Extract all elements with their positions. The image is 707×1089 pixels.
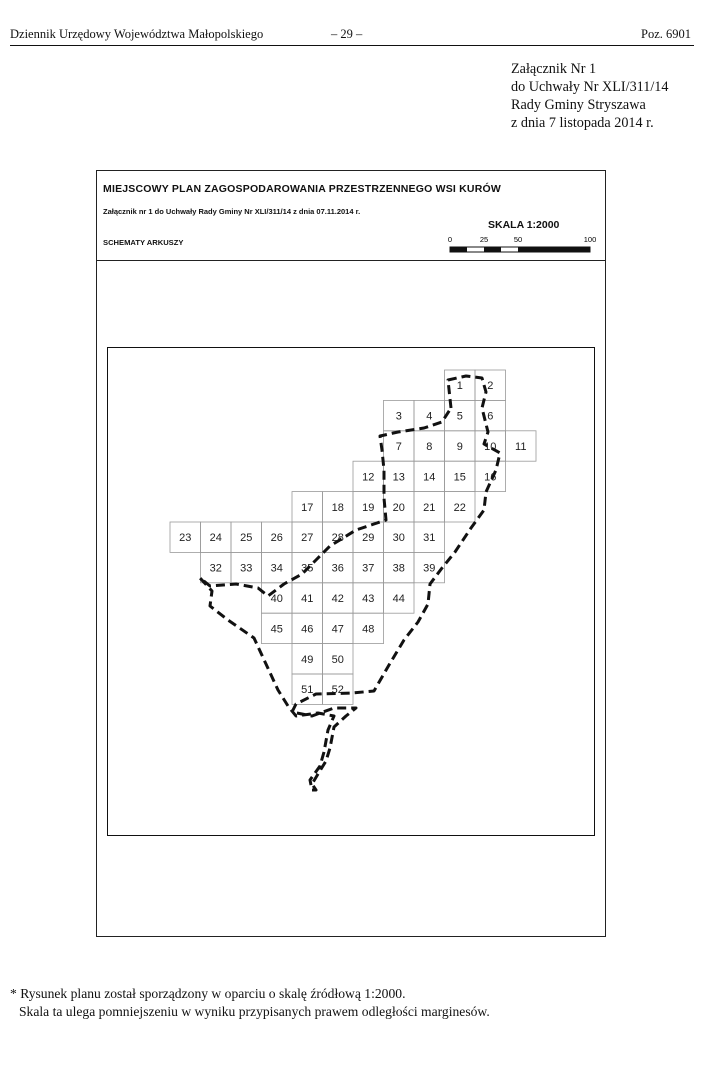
attachment-line-4: z dnia 7 listopada 2014 r. [511, 115, 654, 131]
attachment-line-3: Rady Gminy Stryszawa [511, 97, 646, 113]
attachment-line-2: do Uchwały Nr XLI/311/14 [511, 79, 669, 95]
scale-tick-25: 25 [479, 235, 489, 244]
sheet-number-label: 43 [362, 593, 375, 605]
sheet-number-label: 7 [395, 441, 402, 453]
sheet-number-label: 6 [487, 410, 494, 423]
plan-section-label: SCHEMATY ARKUSZY [103, 238, 184, 247]
sheet-number-label: 11 [515, 441, 527, 453]
sheet-number-label: 40 [270, 593, 283, 605]
footnote-line-2: Skala ta ulega pomniejszeniu w wyniku przypisanych prawem odległości marginesów. [19, 1004, 490, 1019]
sheet-number-label: 18 [331, 501, 344, 514]
scale-tick-100: 100 [583, 235, 597, 244]
sheet-number-label: 24 [209, 532, 222, 545]
sheet-number-label: 31 [423, 532, 436, 545]
sheet-number-label: 50 [331, 653, 344, 666]
plan-subtitle: Załącznik nr 1 do Uchwały Rady Gminy Nr XLI/311/14 z dnia 07.11.2014 r. [103, 207, 361, 216]
sheet-number-label: 1 [456, 380, 463, 393]
sheet-number-label: 12 [362, 471, 375, 484]
sheet-number-label: 47 [331, 623, 344, 636]
sheet-number-label: 26 [270, 532, 283, 545]
sheet-number-label: 48 [362, 623, 375, 636]
sheet-number-label: 13 [392, 471, 405, 484]
sheet-number-label: 32 [209, 562, 222, 575]
sheet-number-label: 27 [301, 532, 314, 545]
sheet-number-label: 39 [423, 562, 436, 575]
sheet-number-label: 35 [301, 562, 314, 575]
plan-title: MIEJSCOWY PLAN ZAGOSPODAROWANIA PRZESTRZENNEGO WSI KURÓW [103, 183, 501, 195]
sheet-number-label: 33 [240, 562, 253, 575]
sheet-number-label: 19 [362, 501, 375, 514]
footnote-line-1: * Rysunek planu został sporządzony w oparciu o skalę źródłową 1:2000. [10, 986, 406, 1001]
sheet-cells [170, 370, 536, 704]
scale-tick-50: 50 [513, 235, 523, 244]
sheet-number-label: 9 [456, 441, 463, 453]
sheet-number-label: 38 [392, 562, 405, 575]
sheet-number-label: 41 [301, 593, 314, 605]
sheet-number-label: 52 [331, 684, 344, 697]
page-number: – 29 – [331, 27, 363, 41]
attachment-line-1: Załącznik Nr 1 [511, 61, 597, 77]
sheet-number-label: 22 [453, 501, 466, 514]
sheet-number-label: 20 [392, 501, 405, 514]
scale-tick-0: 0 [447, 235, 453, 244]
sheet-number-label: 3 [395, 410, 402, 423]
sheet-number-label: 25 [240, 532, 253, 545]
scale-label: SKALA 1:2000 [488, 219, 560, 231]
sheet-number-label: 14 [423, 471, 436, 484]
sheet-number-label: 36 [331, 562, 344, 575]
journal-title: Dziennik Urzędowy Województwa Małopolskiego [10, 27, 264, 41]
sheet-number-label: 28 [331, 532, 344, 545]
sheet-number-label: 2 [487, 380, 494, 393]
sheet-number-label: 42 [331, 593, 344, 605]
sheet-number-label: 34 [270, 562, 283, 575]
sheet-number-label: 30 [392, 532, 405, 545]
sheet-number-label: 5 [456, 410, 463, 423]
sheet-number-label: 29 [362, 532, 375, 545]
sheet-number-label: 45 [270, 623, 283, 636]
sheet-number-label: 4 [426, 410, 433, 423]
sheet-number-label: 37 [362, 562, 375, 575]
sheet-number-label: 49 [301, 653, 314, 666]
sheet-number-label: 51 [301, 684, 314, 697]
sheet-number-label: 23 [179, 532, 192, 545]
sheet-number-label: 46 [301, 623, 314, 636]
footnote [10, 985, 490, 1021]
sheet-number-label: 21 [423, 501, 436, 514]
sheet-number-label: 44 [392, 593, 405, 605]
sheet-number-label: 8 [426, 441, 433, 453]
position-number: Poz. 6901 [641, 27, 691, 41]
sheet-number-label: 10 [484, 441, 497, 453]
sheet-number-label: 16 [484, 471, 497, 484]
sheet-number-label: 17 [301, 501, 314, 514]
sheet-number-label: 15 [453, 471, 466, 484]
